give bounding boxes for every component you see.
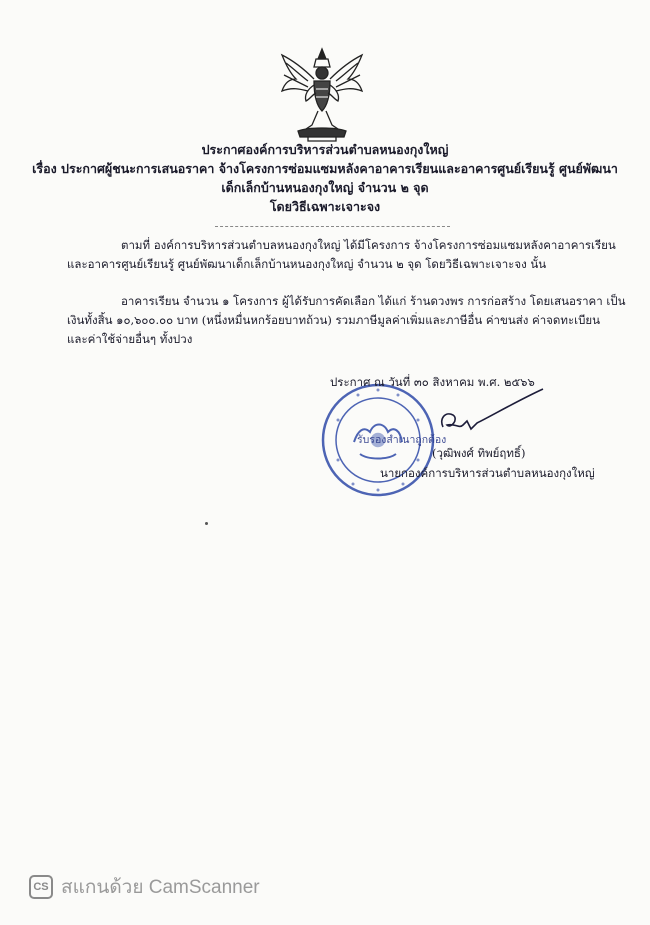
method-line: โดยวิธีเฉพาะเจาะจง — [269, 199, 381, 214]
announcement-header — [0, 140, 650, 216]
seal-certify-text: รับรองสำเนาถูกต้อง — [357, 434, 447, 446]
signer-name: (วุฒิพงศ์ ทิพย์ฤทธิ์) — [432, 446, 526, 460]
subject-line: เรื่อง ประกาศผู้ชนะการเสนอราคา จ้างโครงการซ่อมแซมหลังคาอาคารเรียนและอาคารศูนย์เรียนรู้ ศูนย์พัฒนา — [32, 161, 618, 176]
org-title: ประกาศองค์การบริหารส่วนตำบลหนองกุงใหญ่ — [201, 142, 449, 157]
paragraph-1-line-1: ตามที่ องค์การบริหารส่วนตำบลหนองกุงใหญ่ ได้มีโครงการ จ้างโครงการซ่อมแซมหลังคาอาคารเรียน — [121, 238, 616, 252]
paragraph-2-line-3: และค่าใช้จ่ายอื่นๆ ทั้งปวง — [67, 332, 193, 346]
paragraph-1-line-2: และอาคารศูนย์เรียนรู้ ศูนย์พัฒนาเด็กเล็กบ้านหนองกุงใหญ่ จำนวน ๒ จุด โดยวิธีเฉพาะเจาะจง นั้น — [67, 257, 547, 271]
announcement-date: ประกาศ ณ วันที่ ๓๐ สิงหาคม พ.ศ. ๒๕๖๖ — [330, 375, 535, 389]
header-divider — [215, 226, 450, 227]
camscanner-watermark — [29, 872, 260, 902]
subject-line-2: เด็กเล็กบ้านหนองกุงใหญ่ จำนวน ๒ จุด — [221, 180, 429, 195]
scan-speck — [205, 522, 208, 525]
camscanner-logo-icon: CS — [29, 875, 53, 899]
signature-icon — [433, 385, 553, 445]
garuda-emblem-icon — [278, 45, 366, 143]
camscanner-text: สแกนด้วย CamScanner — [61, 877, 260, 898]
signer-position: นายกองค์การบริหารส่วนตำบลหนองกุงใหญ่ — [380, 466, 595, 480]
paragraph-2-line-1: อาคารเรียน จำนวน ๑ โครงการ ผู้ได้รับการคัดเลือก ได้แก่ ร้านดวงพร การก่อสร้าง โดยเสนอราคา เป็น — [121, 294, 626, 308]
paragraph-2-line-2: เงินทั้งสิ้น ๑๐,๖๐๐.๐๐ บาท (หนึ่งหมื่นหกร้อยบาทถ้วน) รวมภาษีมูลค่าเพิ่มและภาษีอื่น ค่าขนส่ง ค่าจดทะเบียน — [67, 313, 600, 327]
paragraph-1 — [67, 236, 616, 274]
paragraph-2 — [67, 292, 626, 349]
